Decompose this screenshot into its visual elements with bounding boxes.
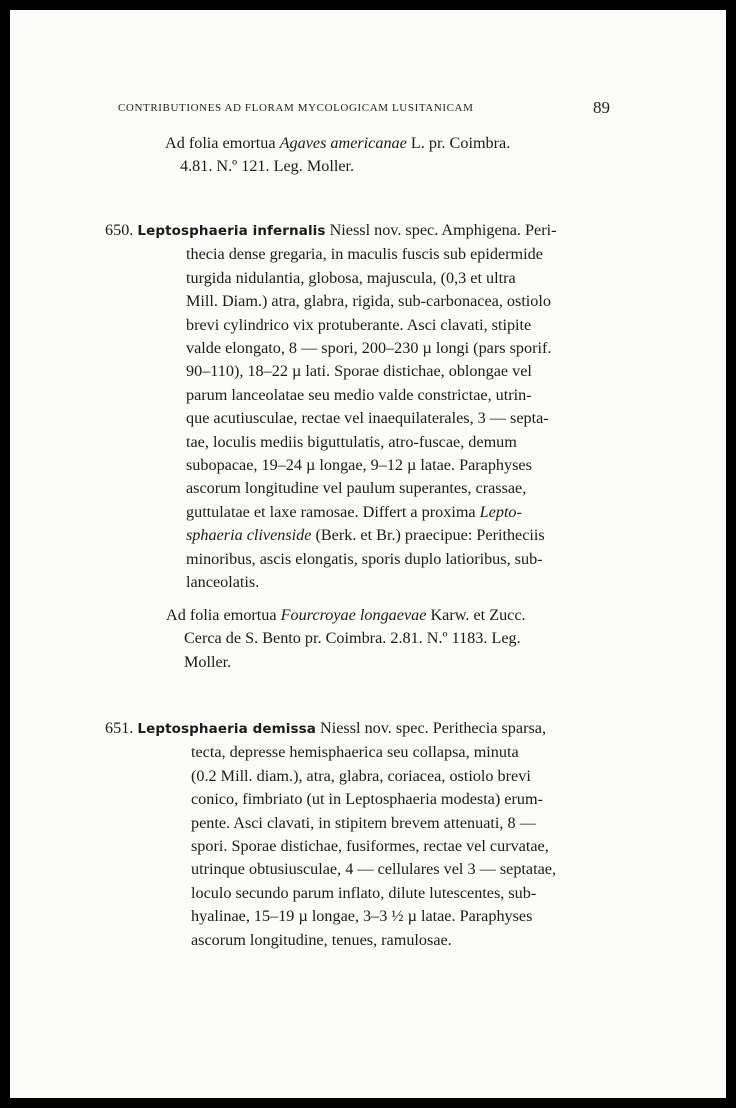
text-line: loculo secundo parum inflato, dilute lutescentes, sub- xyxy=(191,883,537,902)
text-line: 90–110), 18–22 µ lati. Sporae distichae, oblongae vel xyxy=(186,362,532,381)
text-line: parum lanceolatae seu medio valde constrictae, utrin- xyxy=(186,385,532,404)
entry-body xyxy=(105,741,605,952)
text-line: valde elongato, 8 — spori, 200–230 µ longi (pars sporif. xyxy=(186,339,552,358)
entry-heading-line: 650. Leptosphaeria infernalis Niessl nov. spec. Amphigena. Peri- xyxy=(105,219,605,243)
text-line: sphaeria clivenside (Berk. et Br.) praecipue: Peritheciis xyxy=(186,526,545,545)
text-line: Cerca de S. Bento pr. Coimbra. 2.81. N.º 1183. Leg. xyxy=(184,629,521,648)
text-line: utrinque obtusiusculae, 4 — cellulares vel 3 — septatae, xyxy=(191,860,557,879)
text-line: Mill. Diam.) atra, glabra, rigida, sub-carbonacea, ostiolo xyxy=(186,292,551,311)
entry-number: 650. xyxy=(105,221,134,239)
entry-number: 651. xyxy=(105,719,134,737)
host-name: Fourcroyae longaevae xyxy=(280,606,427,624)
page-number: 89 xyxy=(593,98,610,117)
text-line: hyalinae, 15–19 µ longae, 3–3 ½ µ latae. Paraphyses xyxy=(191,907,533,926)
text-line: conico, fimbriato (ut in Leptosphaeria modesta) erum- xyxy=(191,790,543,809)
text-line: Ad folia emortua Agaves americanae L. pr. Coimbra. xyxy=(165,134,511,152)
text-line: guttulatae et laxe ramosae. Differt a proxima Lepto- xyxy=(186,502,522,521)
running-header xyxy=(118,98,610,117)
text-line: minoribus, ascis elongatis, sporis duplo latioribus, sub- xyxy=(186,549,543,568)
text-line: Ad folia emortua Fourcroyae longaevae Karw. et Zucc. xyxy=(166,606,526,624)
preceding-specimen-reference xyxy=(165,132,605,179)
text-line: tae, loculis mediis biguttulatis, atro-fuscae, demum xyxy=(186,432,517,451)
text-line: subopacae, 19–24 µ longae, 9–12 µ latae. Paraphyses xyxy=(186,456,532,475)
species-name: Leptosphaeria infernalis xyxy=(137,223,326,239)
text-line: spori. Sporae distichae, fusiformes, rectae vel curvatae, xyxy=(191,837,549,856)
text-line: tecta, depresse hemisphaerica seu collapsa, minuta xyxy=(191,743,519,762)
text-line: ascorum longitudine vel paulum superantes, crassae, xyxy=(186,479,527,498)
entry-body xyxy=(105,243,605,594)
text-line: pente. Asci clavati, in stipitem brevem attenuati, 8 — xyxy=(191,813,536,832)
book-page xyxy=(10,10,726,1098)
text-line: thecia dense gregaria, in maculis fuscis sub epidermide xyxy=(186,245,543,264)
species-entry-650 xyxy=(105,219,605,595)
specimen-reference-650 xyxy=(166,604,606,674)
text-line: turgida nidulantia, globosa, majuscula, (0,3 et ultra xyxy=(186,268,516,287)
text-line: (0.2 Mill. diam.), atra, glabra, coriacea, ostiolo brevi xyxy=(191,766,531,785)
entry-heading-line: 651. Leptosphaeria demissa Niessl nov. spec. Perithecia sparsa, xyxy=(105,717,605,741)
text-line: Moller. xyxy=(184,652,232,671)
text-line: brevi cylindrico vix protuberante. Asci clavati, stipite xyxy=(186,315,532,334)
text-line: lanceolatis. xyxy=(186,573,260,592)
text-line: que acutiusculae, rectae vel inaequilaterales, 3 — septa- xyxy=(186,409,549,428)
species-entry-651 xyxy=(105,717,605,952)
running-title: CONTRIBUTIONES AD FLORAM MYCOLOGICAM LUSITANICAM xyxy=(118,102,474,114)
text-line: 4.81. N.º 121. Leg. Moller. xyxy=(180,157,355,176)
species-name: Leptosphaeria demissa xyxy=(137,721,316,737)
text-line: ascorum longitudine, tenues, ramulosae. xyxy=(191,930,452,949)
host-name: Agaves americanae xyxy=(279,134,407,152)
